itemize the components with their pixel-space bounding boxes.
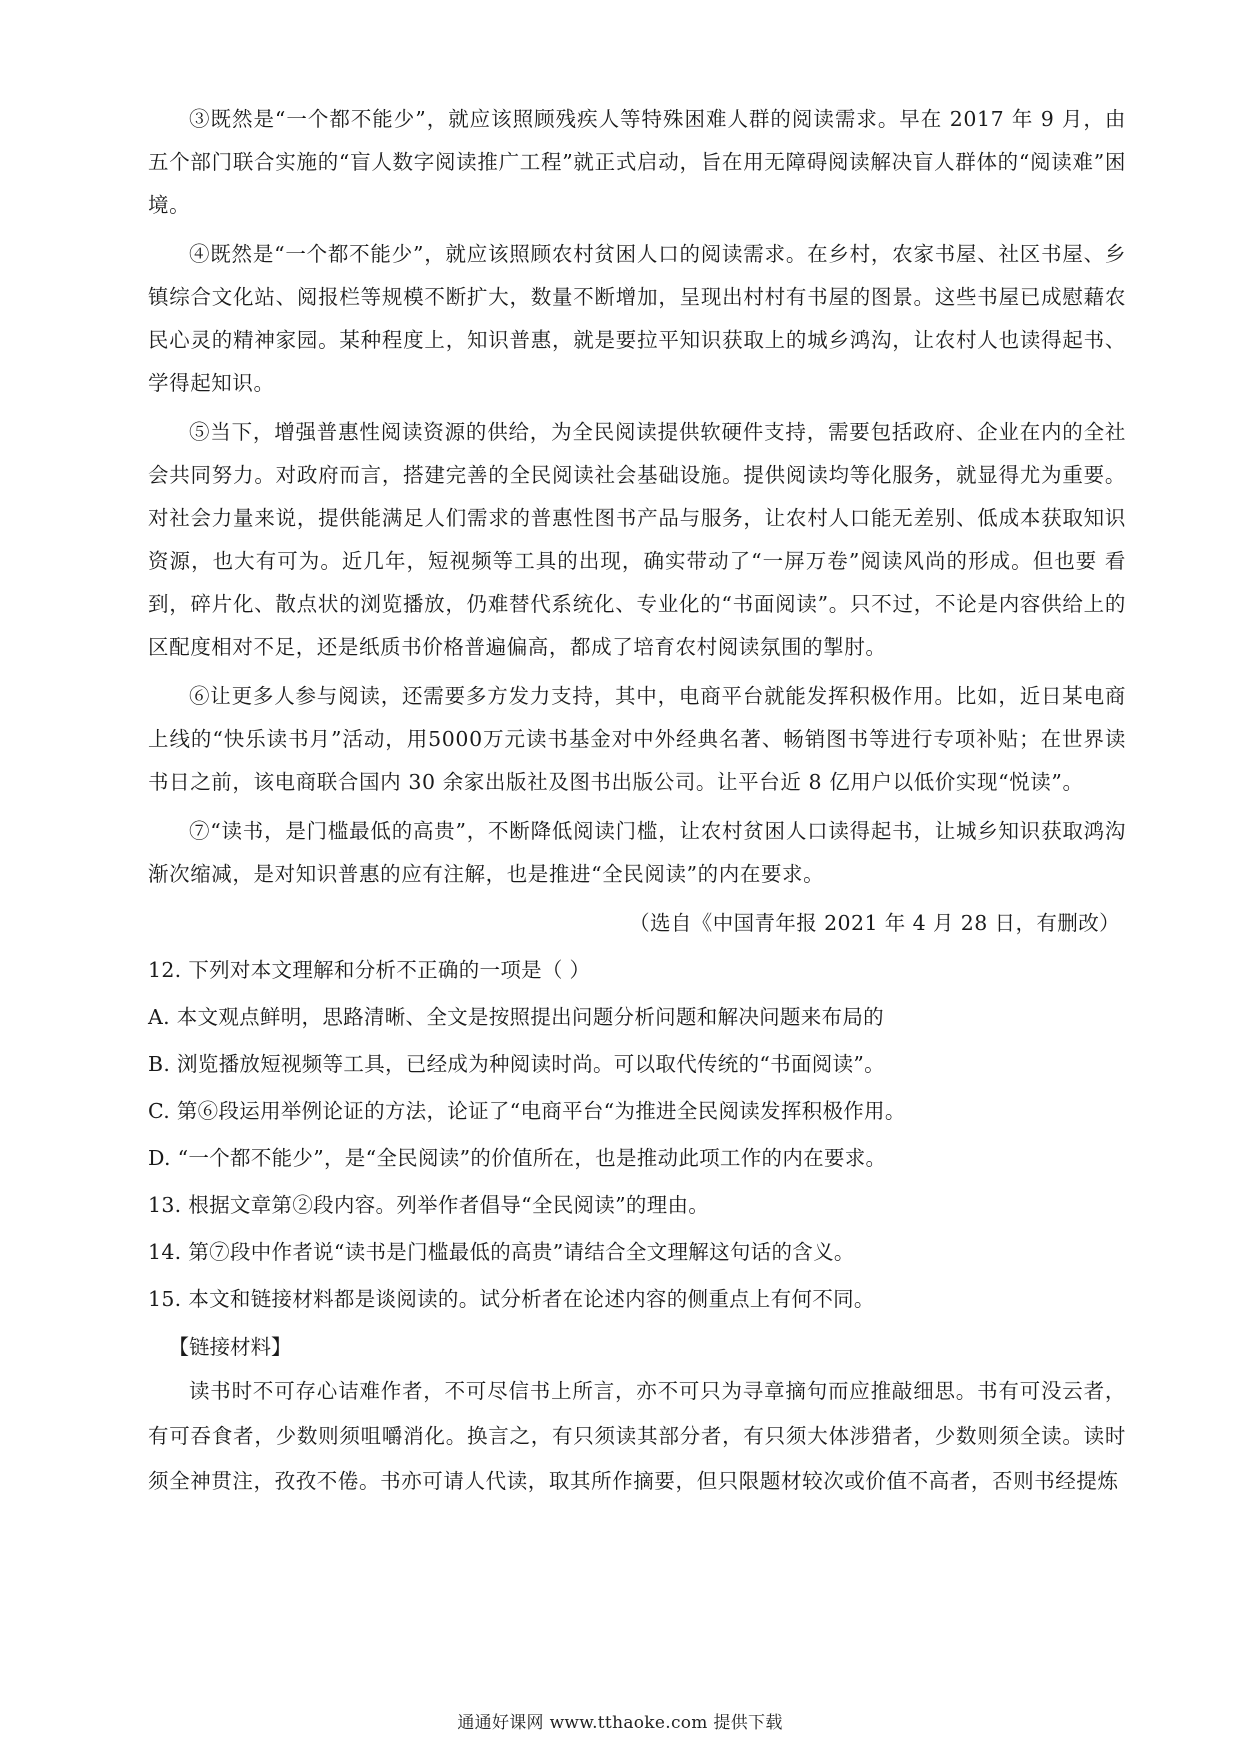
article-paragraph-3: ③既然是“一个都不能少”，就应该照顾残疾人等特殊困难人群的阅读需求。早在 2017 年 9 月，由五个部门联合实施的“盲人数字阅读推广工程”就正式启动，旨在用无障碍阅读解决盲人群体的“阅读难”困境。 [148,107,1126,217]
question-12: 12. 下列对本文理解和分析不正确的一项是（ ） [148,958,591,982]
question-12-option-c: C. 第⑥段运用举例论证的方法，论证了“电商平台“为推进全民阅读发挥积极作用。 [148,1099,906,1123]
article-paragraph-6: ⑥让更多人参与阅读，还需要多方发力支持，其中，电商平台就能发挥积极作用。比如，近日某电商上线的“快乐读书月”活动，用5000万元读书基金对中外经典名著、畅销图书等进行专项补贴；在世界读书日之前，该电商联合国内 30 余家出版社及图书出版公司。让平台近 8 亿用户以低价实现“悦读”。 [148,684,1126,794]
question-15: 15. 本文和链接材料都是谈阅读的。试分析者在论述内容的侧重点上有何不同。 [148,1287,875,1311]
questions-section [148,947,1126,1323]
question-12-option-d: D. “一个都不能少”，是“全民阅读”的价值所在，也是推动此项工作的内在要求。 [148,1146,887,1170]
page-footer: 通通好课网 www.tthaoke.com 提供下载 [457,1713,783,1733]
question-12-option-a: A. 本文观点鲜明，思路清晰、全文是按照提出问题分析问题和解决问题来布局的 [148,1005,884,1029]
article-paragraph-4: ④既然是“一个都不能少”，就应该照顾农村贫困人口的阅读需求。在乡村，农家书屋、社区书屋、乡镇综合文化站、阅报栏等规模不断扩大，数量不断增加，呈现出村村有书屋的图景。这些书屋已成慰藉农民心灵的精神家园。某种程度上，知识普惠，就是要拉平知识获取上的城乡鸿沟，让农村人也读得起书、学得起知识。 [148,242,1126,395]
page-content [148,98,1126,1504]
question-13: 13. 根据文章第②段内容。列举作者倡导“全民阅读”的理由。 [148,1193,710,1217]
question-14: 14. 第⑦段中作者说“读书是门槛最低的高贵”请结合全文理解这句话的含义。 [148,1240,855,1264]
link-material-text: 读书时不可存心诘难作者，不可尽信书上所言，亦不可只为寻章摘句而应推敲细思。书有可没云者，有可吞食者，少数则须咀嚼消化。换言之，有只须读其部分者，有只须大体涉猎者，少数则须全读。读时须全神贯注，孜孜不倦。书亦可请人代读，取其所作摘要，但只限题材较次或价值不高者，否则书经提炼 [148,1379,1126,1493]
article-paragraph-5: ⑤当下，增强普惠性阅读资源的供给，为全民阅读提供软硬件支持，需要包括政府、企业在内的全社会共同努力。对政府而言，搭建完善的全民阅读社会基础设施。提供阅读均等化服务，就显得尤为重要。对社会力量来说，提供能满足人们需求的普惠性图书产品与服务，让农村人口能无差别、低成本获取知识资源，也大有可为。近几年，短视频等工具的出现，确实带动了“一屏万卷”阅读风尚的形成。但也要 看到，碎片化、散点状的浏览播放，仍难替代系统化、专业化的“书面阅读”。只不过，不论是内容供给上的区配度相对不足，还是纸质书价格普遍偏高，都成了培育农村阅读氛围的掣肘。 [148,420,1126,659]
article-paragraph-7: ⑦“读书，是门槛最低的高贵”，不断降低阅读门槛，让农村贫困人口读得起书，让城乡知识获取鸿沟渐次缩减，是对知识普惠的应有注解，也是推进“全民阅读”的内在要求。 [148,819,1126,886]
link-material-title: 【链接材料】 [168,1335,292,1359]
question-12-option-b: B. 浏览播放短视频等工具，已经成为种阅读时尚。可以取代传统的“书面阅读”。 [148,1052,885,1076]
article-source: （选自《中国青年报 2021 年 4 月 28 日，有删改） [629,911,1120,935]
